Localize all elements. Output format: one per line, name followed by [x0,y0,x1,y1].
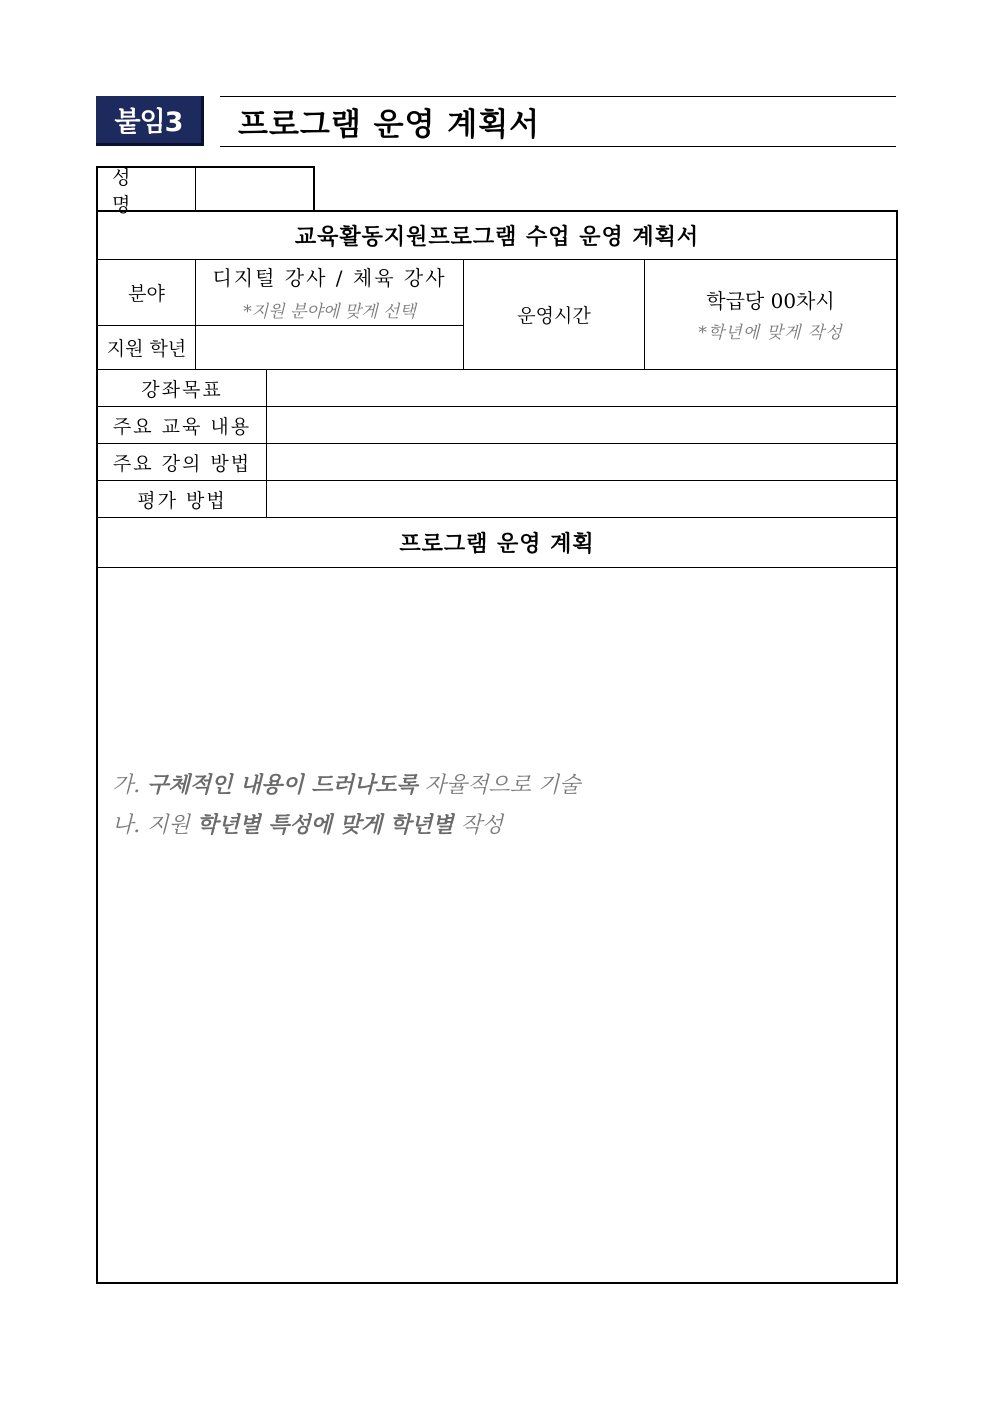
guide-line-1 [112,768,580,799]
guide2-bold: 학년별 특성에 맞게 학년별 [196,812,454,838]
field-cell[interactable] [196,259,463,325]
page-title [220,96,896,147]
guide2-suffix: 작성 [453,813,504,838]
guide1-bold: 구체적인 내용이 드러나도록 [147,772,418,798]
section1-title: 교육활동지원프로그램 수업 운영 계획서 [294,224,700,250]
content-label: 주요 교육 내용 [112,415,252,438]
guide1-prefix: 가. [112,773,148,798]
goal-label: 강좌목표 [141,378,223,401]
section2-title: 프로그램 운영 계획 [399,531,595,557]
time-label: 운영시간 [517,304,591,327]
goal-field[interactable] [267,370,896,406]
grade-field[interactable] [196,326,463,369]
time-value: 학급당 00차시 [706,289,835,313]
page-title-text: 프로그램 운영 계획서 [238,107,541,143]
name-row [96,166,315,216]
method-field[interactable] [267,444,896,480]
guide1-suffix: 자율적으로 기술 [417,773,581,798]
guide-line-2 [112,808,503,839]
attachment-badge: 붙임3 [96,96,204,146]
plan-content-area[interactable] [98,568,896,1282]
field-value: 디지털 강사 / 체육 강사 [212,266,447,290]
evaluation-field[interactable] [267,481,896,517]
field-label: 분야 [128,282,165,305]
time-note: *학년에 맞게 작성 [698,323,843,343]
plan-table [96,210,898,1284]
name-field[interactable] [196,168,313,212]
time-cell[interactable] [645,259,896,369]
evaluation-label: 평가 방법 [137,489,227,512]
grade-label: 지원 학년 [106,338,187,360]
name-label: 성 명 [98,168,196,212]
guide2-prefix: 나. 지원 [112,813,197,838]
method-label: 주요 강의 방법 [112,452,252,475]
field-note: *지원 분야에 맞게 선택 [243,302,416,322]
content-field[interactable] [267,407,896,443]
